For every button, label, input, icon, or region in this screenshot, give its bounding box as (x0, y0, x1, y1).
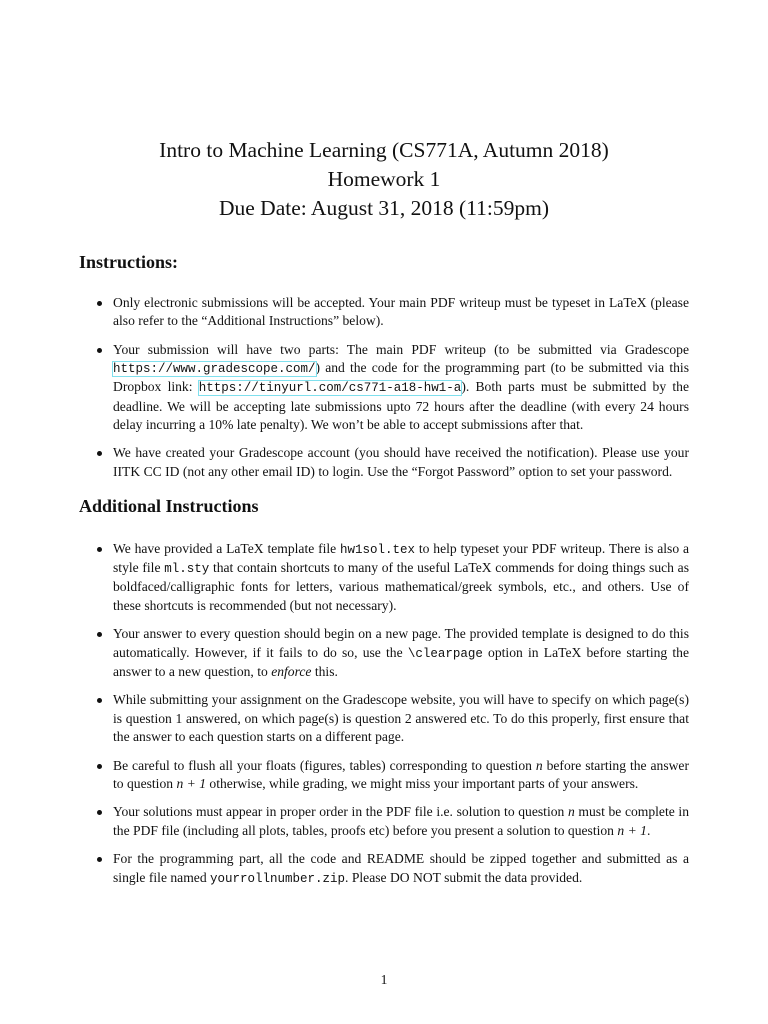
math-n-plus-1: n + 1 (617, 822, 647, 838)
list-item: We have provided a LaTeX template file hw1sol.tex to help typeset your PDF writeup. There is also a style file ml.sty that contain shortcuts to many of the useful LaTeX commends for doing things such as boldfaced/calligraphic fonts for letters, various mathematical/greek symbols, etc., and others. Use of these shortcuts is recommended (but not necessary). (79, 540, 689, 615)
additional-instructions-heading: Additional Instructions (79, 496, 259, 516)
math-n-plus-1: n + 1 (176, 775, 207, 791)
bullet-icon (97, 698, 102, 703)
document-subtitle: Homework 1 (327, 167, 441, 191)
bullet-icon (97, 857, 102, 862)
dropbox-link[interactable]: https://tinyurl.com/cs771-a18-hw1-a (198, 381, 462, 396)
bullet-icon (97, 547, 102, 552)
style-filename: ml.sty (164, 562, 210, 577)
list-item: Only electronic submissions will be accepted. Your main PDF writeup must be typeset in LaTeX (please also refer to the “Additional Instructions” below). (79, 294, 689, 330)
bullet-icon (97, 348, 102, 353)
title-block (0, 136, 768, 223)
bullet-icon (97, 301, 102, 306)
list-item: Be careful to flush all your floats (figures, tables) corresponding to question n before starting the answer to question n + 1 otherwise, while grading, we might miss your important parts of your answers. (79, 757, 689, 793)
list-item: Your submission will have two parts: The main PDF writeup (to be submitted via Gradescope https://www.gradescope.com/) and the code for the programming part (to be submitted via this Dropbox link: https://tinyurl.com/cs771-a18-hw1-a). Both parts must be submitted by the deadline. We will be accepting late submissions upto 72 hours after the deadline (with every 24 hours delay incurring a 10% late penalty). We won’t be able to accept submissions after that. (79, 341, 689, 434)
list-item: Your answer to every question should begin on a new page. The provided template is designed to do this automatically. However, if it fails to do so, use the \clearpage option in LaTeX before starting the answer to a new question, to enforce this. (79, 625, 689, 681)
zip-filename: yourrollnumber.zip (210, 871, 346, 886)
document-title: Intro to Machine Learning (CS771A, Autumn 2018) (159, 138, 609, 162)
emphasis-text: enforce (271, 663, 312, 679)
bullet-icon (97, 764, 102, 769)
template-filename: hw1sol.tex (340, 543, 416, 557)
math-n: n (567, 804, 575, 820)
due-date: Due Date: August 31, 2018 (11:59pm) (218, 196, 550, 220)
bullet-icon (97, 632, 102, 637)
page-number: 1 (380, 972, 388, 987)
math-n: n (535, 757, 543, 773)
additional-instructions-list (79, 540, 689, 888)
instructions-list (79, 294, 689, 481)
bullet-icon (97, 810, 102, 815)
clearpage-command: \clearpage (407, 646, 483, 661)
instructions-heading: Instructions: (79, 252, 179, 272)
list-item: We have created your Gradescope account (you should have received the notification). Please use your IITK CC ID (not any other email ID) to login. Use the “Forgot Password” option to set your password. (79, 444, 689, 480)
list-item: For the programming part, all the code and README should be zipped together and submitted as a single file named yourrollnumber.zip. Please DO NOT submit the data provided. (79, 850, 689, 887)
bullet-icon (97, 451, 102, 456)
list-item: Your solutions must appear in proper order in the PDF file i.e. solution to question n must be complete in the PDF file (including all plots, tables, proofs etc) before you present a solution to question n + 1. (79, 803, 689, 839)
gradescope-link[interactable]: https://www.gradescope.com/ (113, 362, 316, 377)
list-item: While submitting your assignment on the Gradescope website, you will have to specify on which page(s) is question 1 answered, on which page(s) is question 2 answered etc. To do this properly, first ensure that the answer to each question starts on a different page. (79, 691, 689, 746)
